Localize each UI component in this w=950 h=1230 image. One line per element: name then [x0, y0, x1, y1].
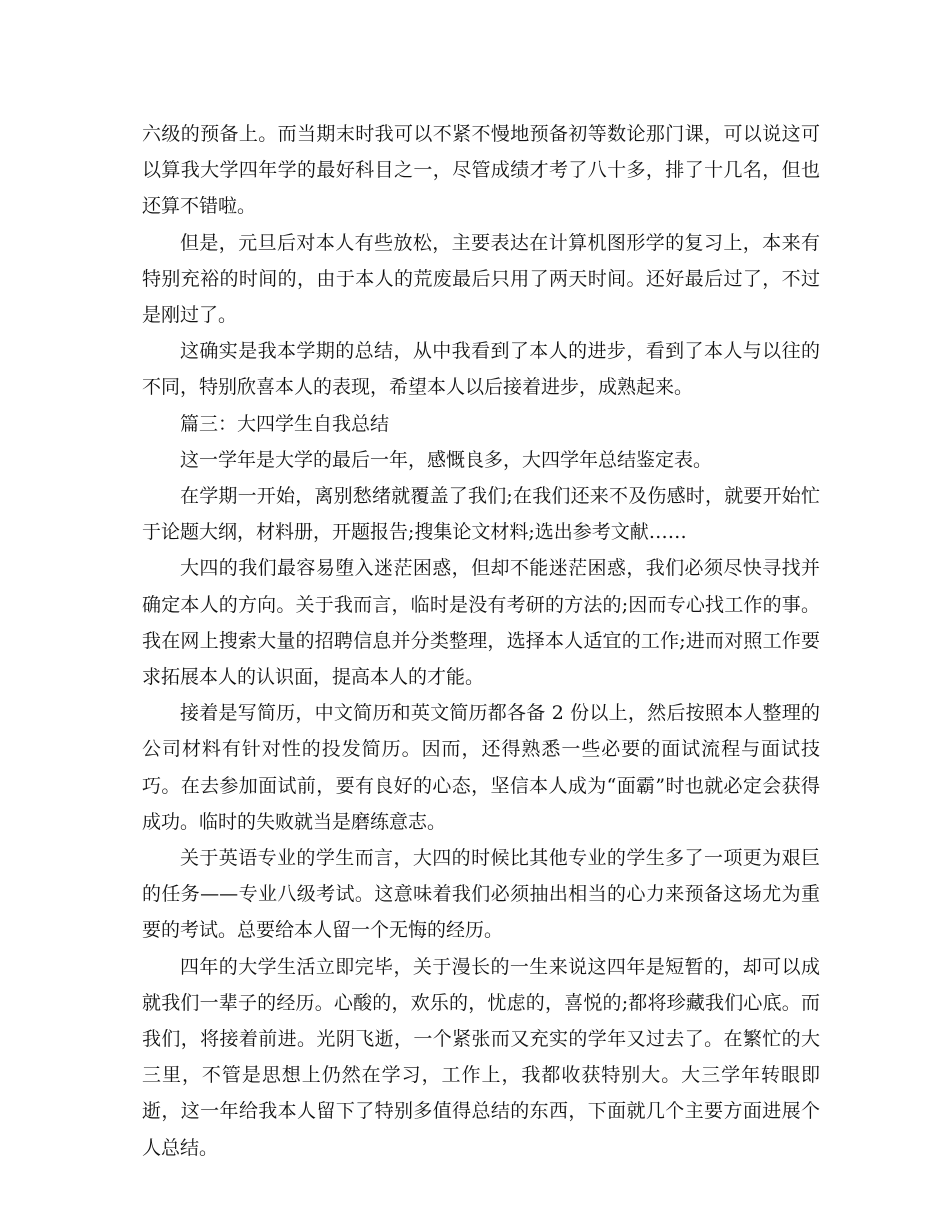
paragraph: 这确实是我本学期的总结，从中我看到了本人的进步，看到了本人与以往的不同，特别欣喜本人的表现，希望本人以后接着进步，成熟起来。 [142, 340, 820, 399]
document-body [142, 116, 820, 1166]
paragraph: 这一学年是大学的最后一年，感慨良多，大四学年总结鉴定表。 [180, 448, 713, 471]
paragraph: 在学期一开始，离别愁绪就覆盖了我们;在我们还来不及伤感时，就要开始忙于论题大纲，材料册，开题报告;搜集论文材料;选出参考文献…… [142, 485, 820, 544]
paragraph: 四年的大学生活立即完毕，关于漫长的一生来说这四年是短暂的，却可以成就我们一辈子的经历。心酸的，欢乐的，忧虑的，喜悦的;都将珍藏我们心底。而我们，将接着前进。光阴飞逝，一个紧张而又充实的学年又过去了。在繁忙的大三里，不管是思想上仍然在学习，工作上，我都收获特别大。大三学年转眼即逝，这一年给我本人留下了特别多值得总结的东西，下面就几个主要方面进展个人总结。 [142, 955, 820, 1159]
section-heading: 篇三：大四学生自我总结 [180, 412, 390, 435]
paragraph-continued: 六级的预备上。而当期末时我可以不紧不慢地预备初等数论那门课，可以说这可以算我大学四年学的最好科目之一，尽管成绩才考了八十多，排了十几名，但也还算不错啦。 [142, 123, 820, 218]
paragraph: 但是，元旦后对本人有些放松，主要表达在计算机图形学的复习上，本来有特别充裕的时间的，由于本人的荒废最后只用了两天时间。还好最后过了，不过是刚过了。 [142, 231, 820, 327]
paragraph: 接着是写简历，中文简历和英文简历都各备 2 份以上，然后按照本人整理的公司材料有针对性的投发简历。因而，还得熟悉一些必要的面试流程与面试技巧。在去参加面试前，要有良好的心态，坚信本人成为“面霸”时也就必定会获得成功。临时的失败就当是磨练意志。 [142, 702, 820, 833]
paragraph: 关于英语专业的学生而言，大四的时候比其他专业的学生多了一项更为艰巨的任务——专业八级考试。这意味着我们必须抽出相当的心力来预备这场尤为重要的考试。总要给本人留一个无悔的经历。 [142, 847, 820, 942]
paragraph: 大四的我们最容易堕入迷茫困惑，但却不能迷茫困惑，我们必须尽快寻找并确定本人的方向。关于我而言，临时是没有考研的方法的;因而专心找工作的事。我在网上搜索大量的招聘信息并分类整理，选择本人适宜的工作;进而对照工作要求拓展本人的认识面，提高本人的才能。 [142, 557, 820, 689]
